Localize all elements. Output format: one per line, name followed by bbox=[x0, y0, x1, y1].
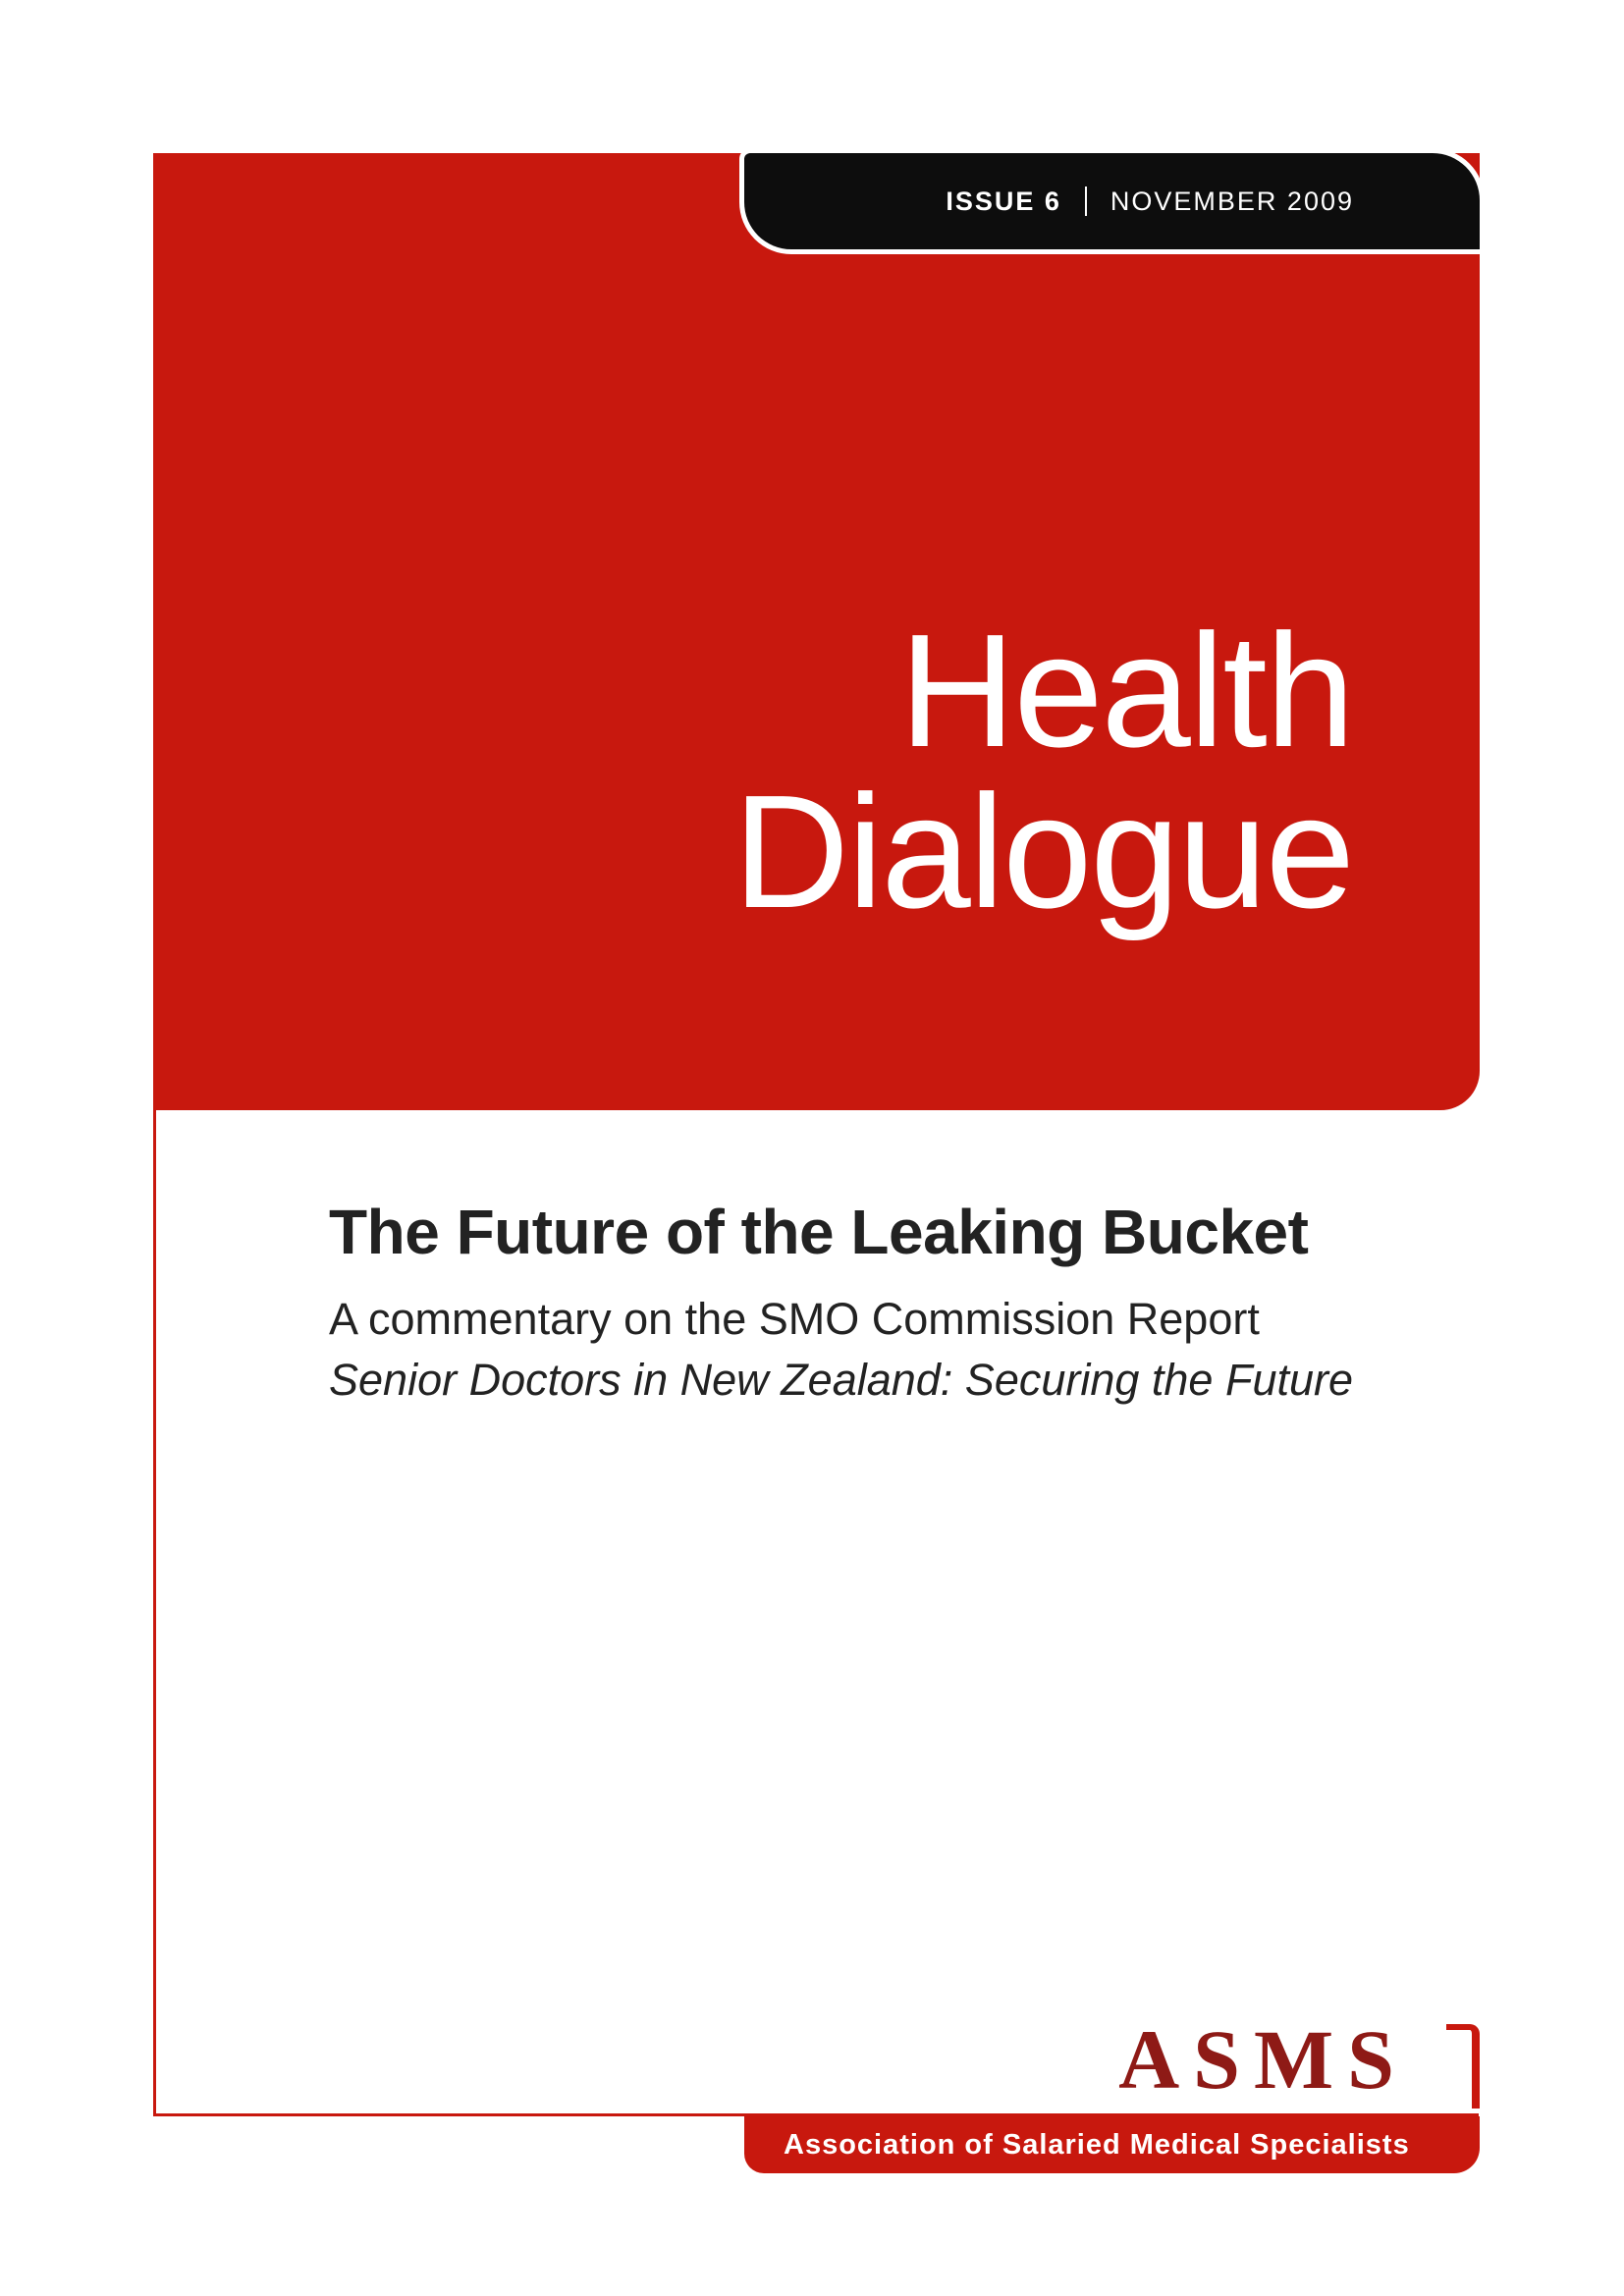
article-headline: The Future of the Leaking Bucket bbox=[329, 1197, 1309, 1267]
issue-number: ISSUE 6 bbox=[946, 186, 1061, 216]
report-title: Senior Doctors in New Zealand: Securing the Future bbox=[329, 1355, 1354, 1405]
association-name: Association of Salaried Medical Specialists bbox=[784, 2128, 1410, 2161]
asms-logo-bar bbox=[744, 2116, 1480, 2173]
article-subhead: A commentary on the SMO Commission Report bbox=[329, 1294, 1260, 1344]
masthead-line-1: Health bbox=[898, 601, 1353, 780]
asms-logo-text: ASMS bbox=[1118, 2012, 1408, 2107]
masthead-title bbox=[732, 601, 1353, 941]
logo-bracket-mark bbox=[1446, 2024, 1480, 2109]
issue-banner bbox=[744, 153, 1480, 249]
masthead-line-2: Dialogue bbox=[732, 762, 1353, 941]
issue-separator bbox=[1085, 187, 1087, 216]
issue-date: NOVEMBER 2009 bbox=[1110, 186, 1354, 216]
